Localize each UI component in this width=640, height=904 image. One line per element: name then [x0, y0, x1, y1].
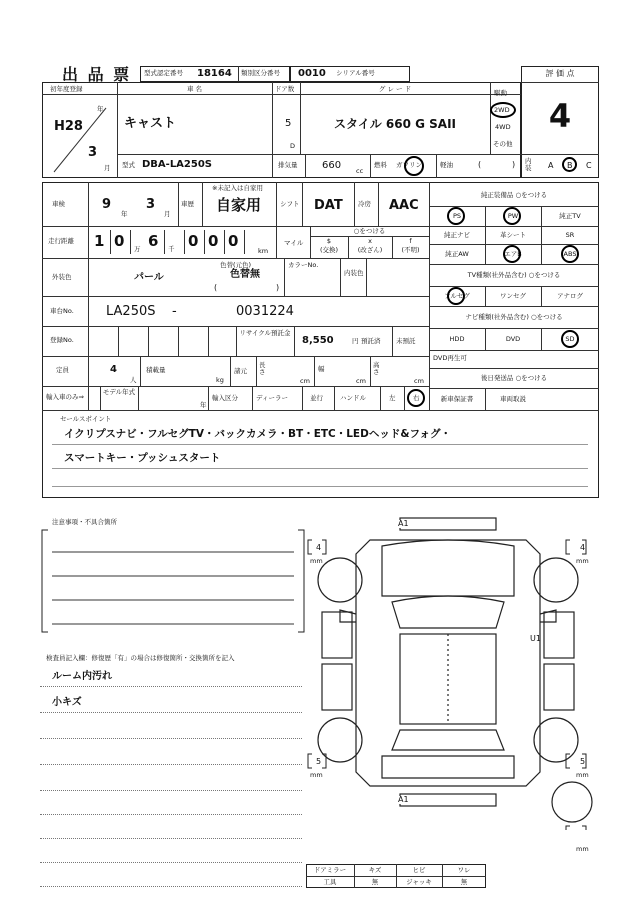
color-paren-l: (: [214, 283, 218, 292]
equip-ps-circle: [447, 207, 465, 225]
model-cert-no: 18164: [197, 68, 232, 79]
tv-title: TV種類(社外品含む) ○をつける: [467, 271, 561, 279]
diesel-paren-r: ): [512, 160, 516, 169]
rating-value: 4: [548, 97, 572, 135]
model-value: DBA-LA250S: [142, 159, 212, 170]
note-line-1: ルーム内汚れ: [52, 671, 112, 682]
bt-head-break: ワレ: [457, 866, 471, 874]
shift-label: シフト: [280, 200, 300, 208]
color-paren-r: ): [276, 283, 280, 292]
interior-circle: [562, 157, 577, 172]
tread-fr: 4: [580, 543, 586, 552]
side-mark: U1: [530, 634, 541, 643]
meter-exchange: (交換): [319, 246, 339, 254]
tv-fullseg-circle: [447, 287, 465, 305]
equip-tv: 純正TV: [559, 212, 581, 220]
capacity-unit: 人: [130, 376, 137, 384]
nav-dvd: DVD: [505, 335, 521, 343]
dims-label: 諸元: [234, 367, 247, 375]
selling-line-1: イクリプスナビ・フルセグTV・バックカメラ・BT・ETC・LEDヘッド&フォグ・: [64, 428, 451, 440]
insp-year: 9: [102, 197, 112, 212]
equip-airbag-circle: [503, 245, 521, 263]
equip-abs-circle: [561, 245, 579, 263]
chassis-no: 0031224: [236, 304, 294, 319]
drive-label: 駆動: [494, 89, 507, 97]
grade-value: スタイル 660 G SAII: [333, 117, 457, 131]
interior-a: A: [548, 161, 554, 170]
serial-label: シリアル番号: [336, 69, 375, 77]
displacement-value: 660: [322, 160, 342, 171]
mileage-digit-6: 0: [228, 232, 239, 250]
nav-hdd: HDD: [449, 335, 465, 343]
bt-head-scratch: キズ: [368, 866, 382, 874]
width-cm: cm: [356, 377, 366, 385]
height-cm: cm: [414, 377, 424, 385]
km-unit: km: [258, 247, 269, 255]
handle-right-circle: [407, 389, 425, 407]
car-damage-diagram: [300, 510, 610, 830]
mileage-digit-1: 1: [94, 232, 105, 250]
import-type-label: 輸入区分: [212, 394, 238, 402]
form-title: 出 品 票: [62, 65, 132, 84]
bt-head-mirror: ドアミラー: [313, 866, 347, 874]
first-reg-era: H28: [54, 119, 83, 134]
rear-mark: A1: [398, 795, 409, 804]
inspector-label: 検査員記入欄：修復歴「有」の場合は修復箇所・交換箇所を記入: [46, 654, 235, 662]
tread-rl: 5: [316, 757, 322, 766]
color-no-label: カラーNo.: [288, 261, 319, 269]
doors-label: ドア数: [275, 85, 295, 93]
equip-aw: 純正AW: [445, 250, 469, 258]
car-name: キャスト: [124, 116, 177, 131]
equip-navi: 純正ナビ: [444, 231, 470, 239]
equip-leather: 革シート: [500, 231, 526, 239]
mileage-label: 走行距離: [48, 237, 74, 245]
fuel-circle: [404, 156, 424, 176]
equip-sr: SR: [565, 231, 575, 239]
grade-label: グ レ ー ド: [378, 85, 412, 93]
equip-abs: ABS: [563, 250, 577, 258]
nav-sd: SD: [565, 335, 575, 343]
bt-tools-label: 工具: [323, 878, 337, 886]
interior-b: B: [567, 161, 573, 170]
door-d: D: [290, 142, 296, 150]
front-mark: A1: [398, 519, 409, 528]
later-warranty: 新車保証書: [440, 395, 474, 403]
interior-c: C: [586, 161, 592, 170]
notes-label: 注意事項・不具合箇所: [52, 518, 117, 526]
insp-year-unit: 年: [121, 210, 128, 218]
model-year-label: モデル年式: [102, 388, 136, 396]
history-label: 車歴: [181, 200, 194, 208]
insp-month: 3: [146, 197, 156, 212]
kg-unit: kg: [216, 376, 224, 384]
color-value: パール: [134, 272, 164, 283]
recycle-unpaid: 未預託: [396, 337, 416, 345]
mileage-digit-4: 0: [188, 232, 199, 250]
chassis-prefix: LA250S: [106, 304, 156, 319]
meter-tamper: (改ざん): [357, 246, 383, 254]
dvd-label: DVD再生可: [433, 354, 467, 362]
color-label: 外装色: [52, 273, 72, 281]
meter-tamper-sym: x: [368, 237, 372, 245]
notes-bracket: [40, 526, 306, 636]
ac-label: 冷房: [358, 200, 371, 208]
color-change: 色替無: [230, 269, 260, 280]
year-unit: 年: [97, 105, 104, 113]
bt-tools-value: 無: [371, 878, 379, 886]
class-label: 類別区分番号: [241, 69, 280, 77]
shift-value: DAT: [314, 198, 343, 213]
interior-label: 内装: [525, 157, 532, 172]
selling-line-2: スマートキー・プッシュスタート: [64, 452, 221, 464]
diesel-paren-l: (: [478, 160, 482, 169]
inspection-label: 車検: [52, 200, 65, 208]
length-cm: cm: [300, 377, 310, 385]
mm-rl: mm: [310, 771, 323, 779]
width-label: 幅: [318, 365, 325, 373]
model-label: 型式: [122, 161, 135, 169]
meter-unknown: (不明): [401, 246, 420, 254]
meter-unknown-sym: f: [409, 237, 412, 245]
handle-right: 右: [413, 394, 420, 402]
later-title: 後日発送品 ○をつける: [480, 374, 548, 382]
car-name-label: 車 名: [186, 85, 203, 93]
first-reg-label: 初年度登録: [50, 85, 83, 93]
drive-4wd: 4WD: [495, 123, 511, 131]
cc-unit: cc: [356, 167, 364, 175]
color-orig-label: 色替(元色): [220, 261, 252, 269]
insp-month-unit: 月: [164, 210, 171, 218]
note-line-2: 小キズ: [52, 697, 82, 708]
bt-jack-label: ジャッキ: [406, 878, 432, 886]
later-manual: 車両取説: [500, 395, 526, 403]
recycle-label: リサイクル預託金: [239, 329, 291, 337]
history-note: ※未記入は自家用: [212, 184, 263, 192]
fuel-label: 燃料: [374, 161, 387, 169]
doors-value: 5: [285, 118, 292, 129]
mile-label: マイル: [284, 239, 304, 247]
selling-label: セールスポイント: [60, 415, 112, 423]
nav-sd-circle: [561, 330, 579, 348]
tv-analog: アナログ: [557, 292, 583, 300]
drive-2wd-circle: [490, 102, 516, 118]
length-label: 長さ: [259, 361, 266, 376]
displacement-label: 排気量: [278, 161, 298, 169]
tread-fl: 4: [316, 543, 322, 552]
mileage-digit-3: 6: [148, 232, 159, 250]
recycle-yen: 円: [352, 337, 359, 345]
import-dealer: ディーラー: [256, 394, 288, 402]
equip-pw-circle: [503, 207, 521, 225]
model-cert-label: 型式認定番号: [144, 69, 183, 77]
model-year-unit: 年: [200, 401, 207, 409]
man-unit: 万: [134, 245, 141, 253]
equip-airbag: エアB: [504, 250, 522, 258]
handle-left: 左: [389, 394, 396, 402]
load-label: 積載量: [146, 366, 166, 374]
diesel-label: 軽油: [440, 161, 453, 169]
first-reg-month: 3: [88, 145, 98, 160]
mileage-digit-2: 0: [114, 232, 125, 250]
tread-rr: 5: [580, 757, 586, 766]
class-no: 0010: [298, 68, 326, 79]
import-label: 輸入車のみ⇒: [46, 393, 84, 401]
equip-title: 純正装備品 ○をつける: [480, 191, 548, 199]
equip-pw: PW: [507, 212, 519, 220]
circle-note: ○をつける: [353, 227, 386, 235]
mm-spare: mm: [576, 845, 589, 853]
recycle-paid: 預託済: [361, 337, 381, 345]
mm-fl: mm: [310, 557, 323, 565]
drive-other: その他: [493, 140, 513, 148]
capacity-label: 定員: [56, 366, 69, 374]
capacity-value: 4: [110, 364, 117, 375]
sen-unit: 千: [168, 245, 175, 253]
mm-rr: mm: [576, 771, 589, 779]
chassis-label: 車台No.: [50, 307, 74, 315]
history-value: 自家用: [216, 196, 262, 214]
mm-fr: mm: [576, 557, 589, 565]
drive-2wd: 2WD: [494, 106, 510, 114]
height-label: 高さ: [373, 361, 380, 376]
rating-label: 評 価 点: [545, 69, 575, 78]
month-unit: 月: [104, 164, 111, 172]
import-parallel: 並行: [310, 394, 323, 402]
tv-oneseg: ワンセグ: [500, 292, 526, 300]
handle-label: ハンドル: [340, 394, 366, 402]
recycle-value: 8,550: [302, 335, 334, 346]
bt-head-crack: ヒビ: [412, 866, 426, 874]
chassis-dash: -: [172, 304, 177, 319]
mileage-digit-5: 0: [208, 232, 219, 250]
int-color-label: 内装色: [344, 269, 364, 277]
ac-value: AAC: [389, 198, 419, 213]
tv-fullseg: フルセグ: [444, 292, 470, 300]
bt-jack-value: 無: [460, 878, 468, 886]
reg-no-label: 登録No.: [50, 336, 74, 344]
equip-ps: PS: [452, 212, 462, 220]
fuel-gasoline: ガソリン: [396, 161, 422, 169]
nav-title: ナビ種類(社外品含む) ○をつける: [465, 313, 563, 321]
meter-exchange-sym: $: [326, 237, 332, 245]
